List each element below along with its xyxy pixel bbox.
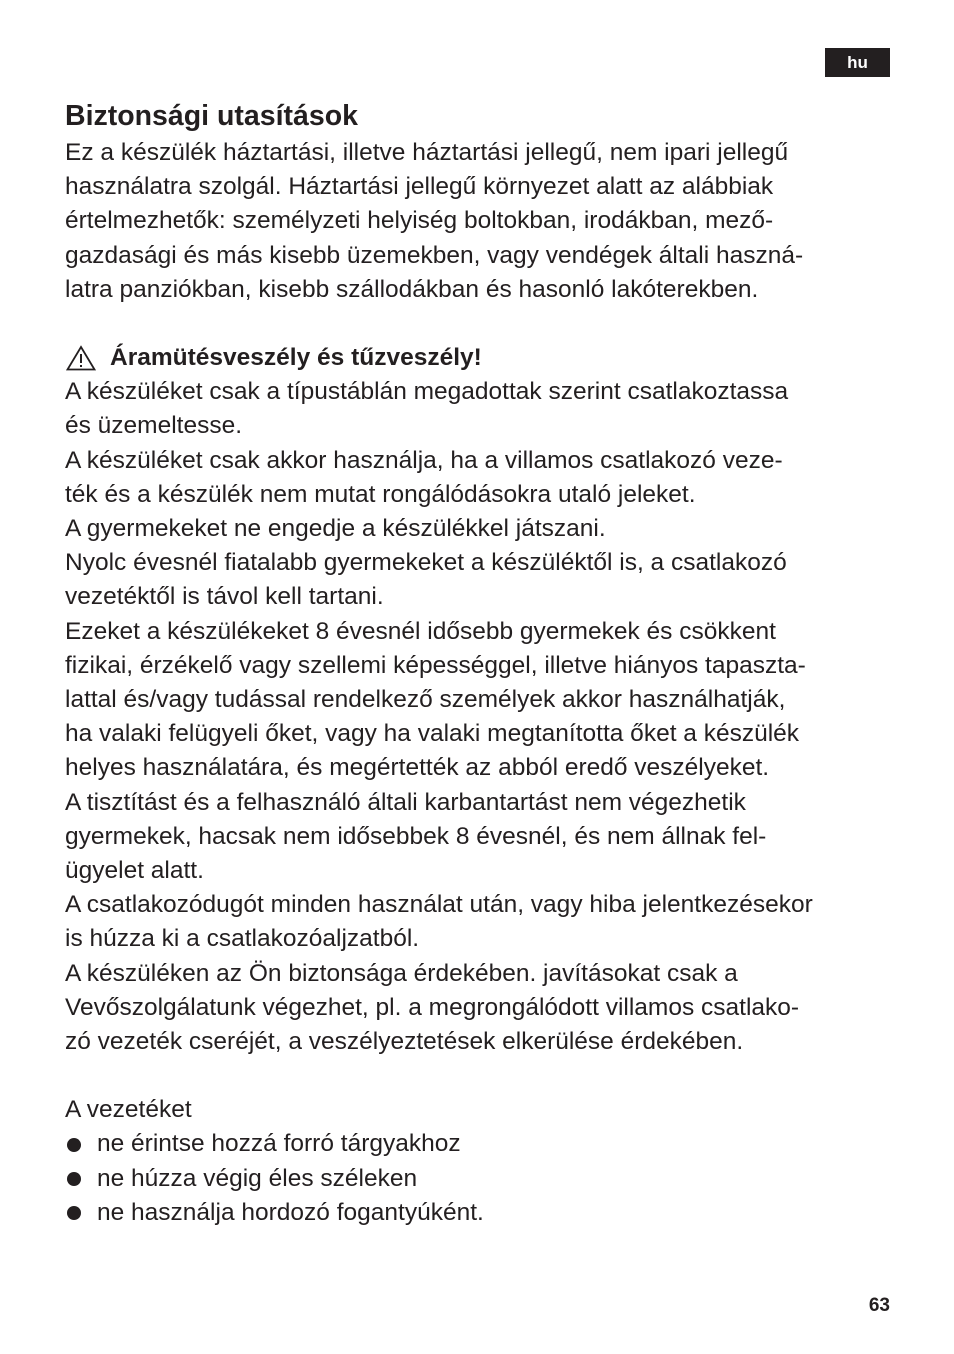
warning-line: helyes használatára, és megértették az abból eredő veszélyeket. [65,754,770,782]
bullet-icon [67,1172,81,1186]
spacer [65,1059,895,1093]
warning-line: A készüléket csak akkor használja, ha a villamos csatlakozó veze- [65,446,783,474]
warning-line: vezetéktől is távol kell tartani. [65,583,384,611]
warning-heading-text: Áramütésveszély és tűzveszély! [110,344,482,372]
warning-line: gyermekek, hacsak nem idősebbek 8 évesnél, és nem állnak fel- [65,822,767,850]
intro-line: értelmezhetők: személyzeti helyiség boltokban, irodákban, mező- [65,207,774,235]
warning-triangle-icon [66,345,96,371]
list-item-text: ne húzza végig éles széleken [97,1164,418,1192]
list-item [65,1196,895,1230]
bullet-icon [67,1138,81,1152]
warning-line: is húzza ki a csatlakozóaljzatból. [65,925,420,953]
intro-line: gazdasági és más kisebb üzemekben, vagy vendégek általi haszná- [65,241,804,269]
warning-body [65,375,895,1059]
list-item [65,1127,895,1161]
page-number: 63 [868,1295,890,1316]
language-badge: hu [825,48,890,77]
list-item-text: ne érintse hozzá forró tárgyakhoz [97,1130,461,1158]
warning-heading [65,341,895,375]
warning-line: A készüléket csak a típustáblán megadottak szerint csatlakoztassa [65,378,789,406]
spacer [65,307,895,341]
warning-line: fizikai, érzékelő vagy szellemi képességgel, illetve hiányos tapaszta- [65,651,806,679]
cord-bullet-list [65,1127,895,1230]
warning-line: Vevőszolgálatunk végezhet, pl. a megrongálódott villamos csatlako- [65,993,800,1021]
bullet-icon [67,1206,81,1220]
intro-line: Ez a készülék háztartási, illetve háztartási jellegű, nem ipari jellegű [65,139,789,166]
warning-line: A tisztítást és a felhasználó általi karbantartást nem végezhetik [65,788,746,816]
warning-line: zó vezeték cseréjét, a veszélyeztetések elkerülése érdekében. [65,1028,744,1056]
warning-line: A csatlakozódugót minden használat után, vagy hiba jelentkezésekor [65,891,813,919]
intro-line: latra panziókban, kisebb szállodákban és hasonló lakóterekben. [65,275,759,303]
warning-line: lattal és/vagy tudással rendelkező személyek akkor használhatják, [65,686,786,714]
warning-line: és üzemeltesse. [65,412,243,440]
safety-section [65,96,895,1230]
warning-line: A készüléken az Ön biztonsága érdekében. javításokat csak a [65,959,738,987]
warning-line: ték és a készülék nem mutat rongálódásokra utaló jeleket. [65,480,696,508]
cord-intro: A vezetéket [65,1096,192,1124]
warning-line: ha valaki felügyeli őket, vagy ha valaki megtanította őket a készülék [65,720,800,748]
warning-line: ügyelet alatt. [65,857,204,885]
warning-line: Ezeket a készülékeket 8 évesnél idősebb gyermekek és csökkent [65,617,776,645]
warning-line: A gyermekeket ne engedje a készülékkel játszani. [65,515,606,543]
list-item [65,1162,895,1196]
intro-paragraph [65,136,895,307]
section-title: Biztonsági utasítások [65,100,358,132]
warning-line: Nyolc évesnél fiatalabb gyermekeket a készüléktől is, a csatlakozó [65,549,787,577]
list-item-text: ne használja hordozó fogantyúként. [97,1198,484,1226]
intro-line: használatra szolgál. Háztartási jellegű környezet alatt az alábbiak [65,173,774,201]
